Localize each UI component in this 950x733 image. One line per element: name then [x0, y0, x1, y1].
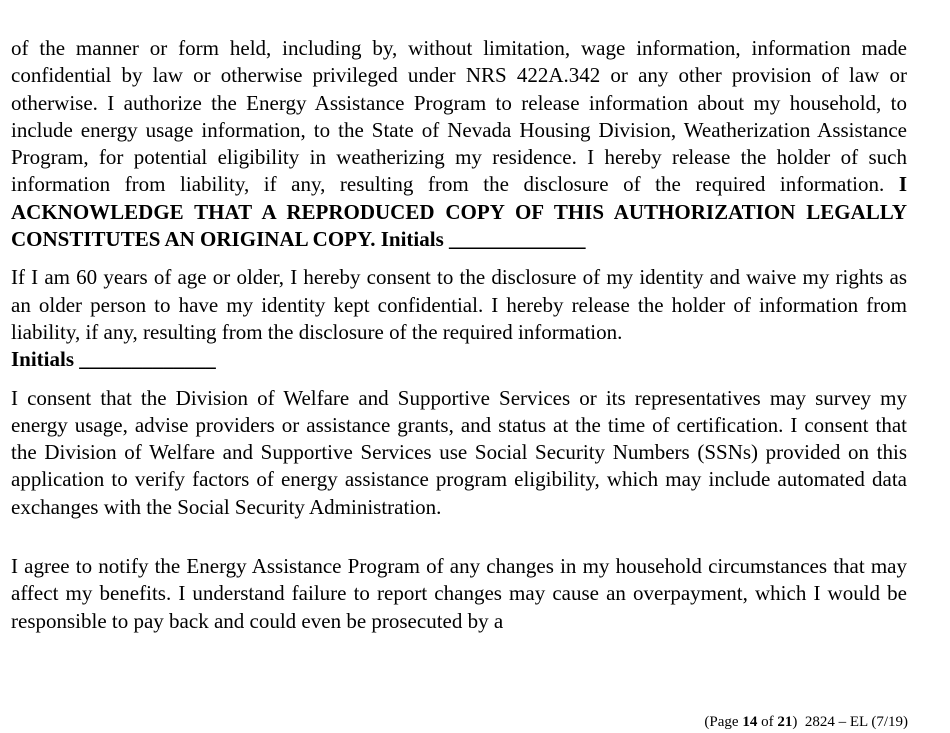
change-notification-text: I agree to notify the Energy Assistance Program of any changes in my household circumstances that may affect my benefits. I understand failure to report changes may cause an overpayment, which I would be responsible to pay back and could even be prosecuted by a	[11, 554, 907, 633]
energy-usage-consent-paragraph	[11, 385, 907, 521]
page-footer	[704, 713, 908, 731]
acknowledgement-initials-statement: I ACKNOWLEDGE THAT A REPRODUCED COPY OF THIS AUTHORIZATION LEGALLY CONSTITUTES AN ORIGINAL COPY. Initials _____________	[11, 172, 907, 252]
energy-usage-consent-text: I consent that the Division of Welfare and Supportive Services or its representatives may survey my energy usage, advise providers or assistance grants, and status at the time of certification. I consent that the Division of Welfare and Supportive Services use Social Security Numbers (SSNs) provided on this application to verify factors of energy assistance program eligibility, which may include automated data exchanges with the Social Security Administration.	[11, 385, 907, 519]
change-notification-paragraph	[11, 553, 907, 635]
older-person-consent-paragraph	[11, 264, 907, 373]
authorization-text: of the manner or form held, including by, without limitation, wage information, information made confidential by law or otherwise privileged under NRS 422A.342 or any other provision of law or otherwise. I authorize the Energy Assistance Program to release information about my household, to include energy usage information, to the State of Nevada Housing Division, Weatherization Assistance Program, for potential eligibility in weatherizing my residence. I hereby release the holder of such information from liability, if any, resulting from the disclosure of the required information.	[11, 36, 907, 197]
page-of-label: of	[757, 714, 778, 730]
current-page-number: 14	[742, 714, 758, 730]
document-page	[11, 35, 907, 635]
authorization-paragraph	[11, 35, 907, 253]
total-page-count: 21	[777, 714, 793, 730]
older-person-consent-text: If I am 60 years of age or older, I hereby consent to the disclosure of my identity and waive my rights as an older person to have my identity kept confidential. I hereby release the holder of information from liability, if any, resulting from the disclosure of the required information.	[11, 265, 907, 344]
page-suffix: )	[792, 714, 798, 730]
page-prefix: (Page	[704, 714, 743, 730]
older-person-initials-line: Initials _____________	[11, 347, 216, 372]
form-code: 2824 – EL (7/19)	[804, 714, 908, 730]
